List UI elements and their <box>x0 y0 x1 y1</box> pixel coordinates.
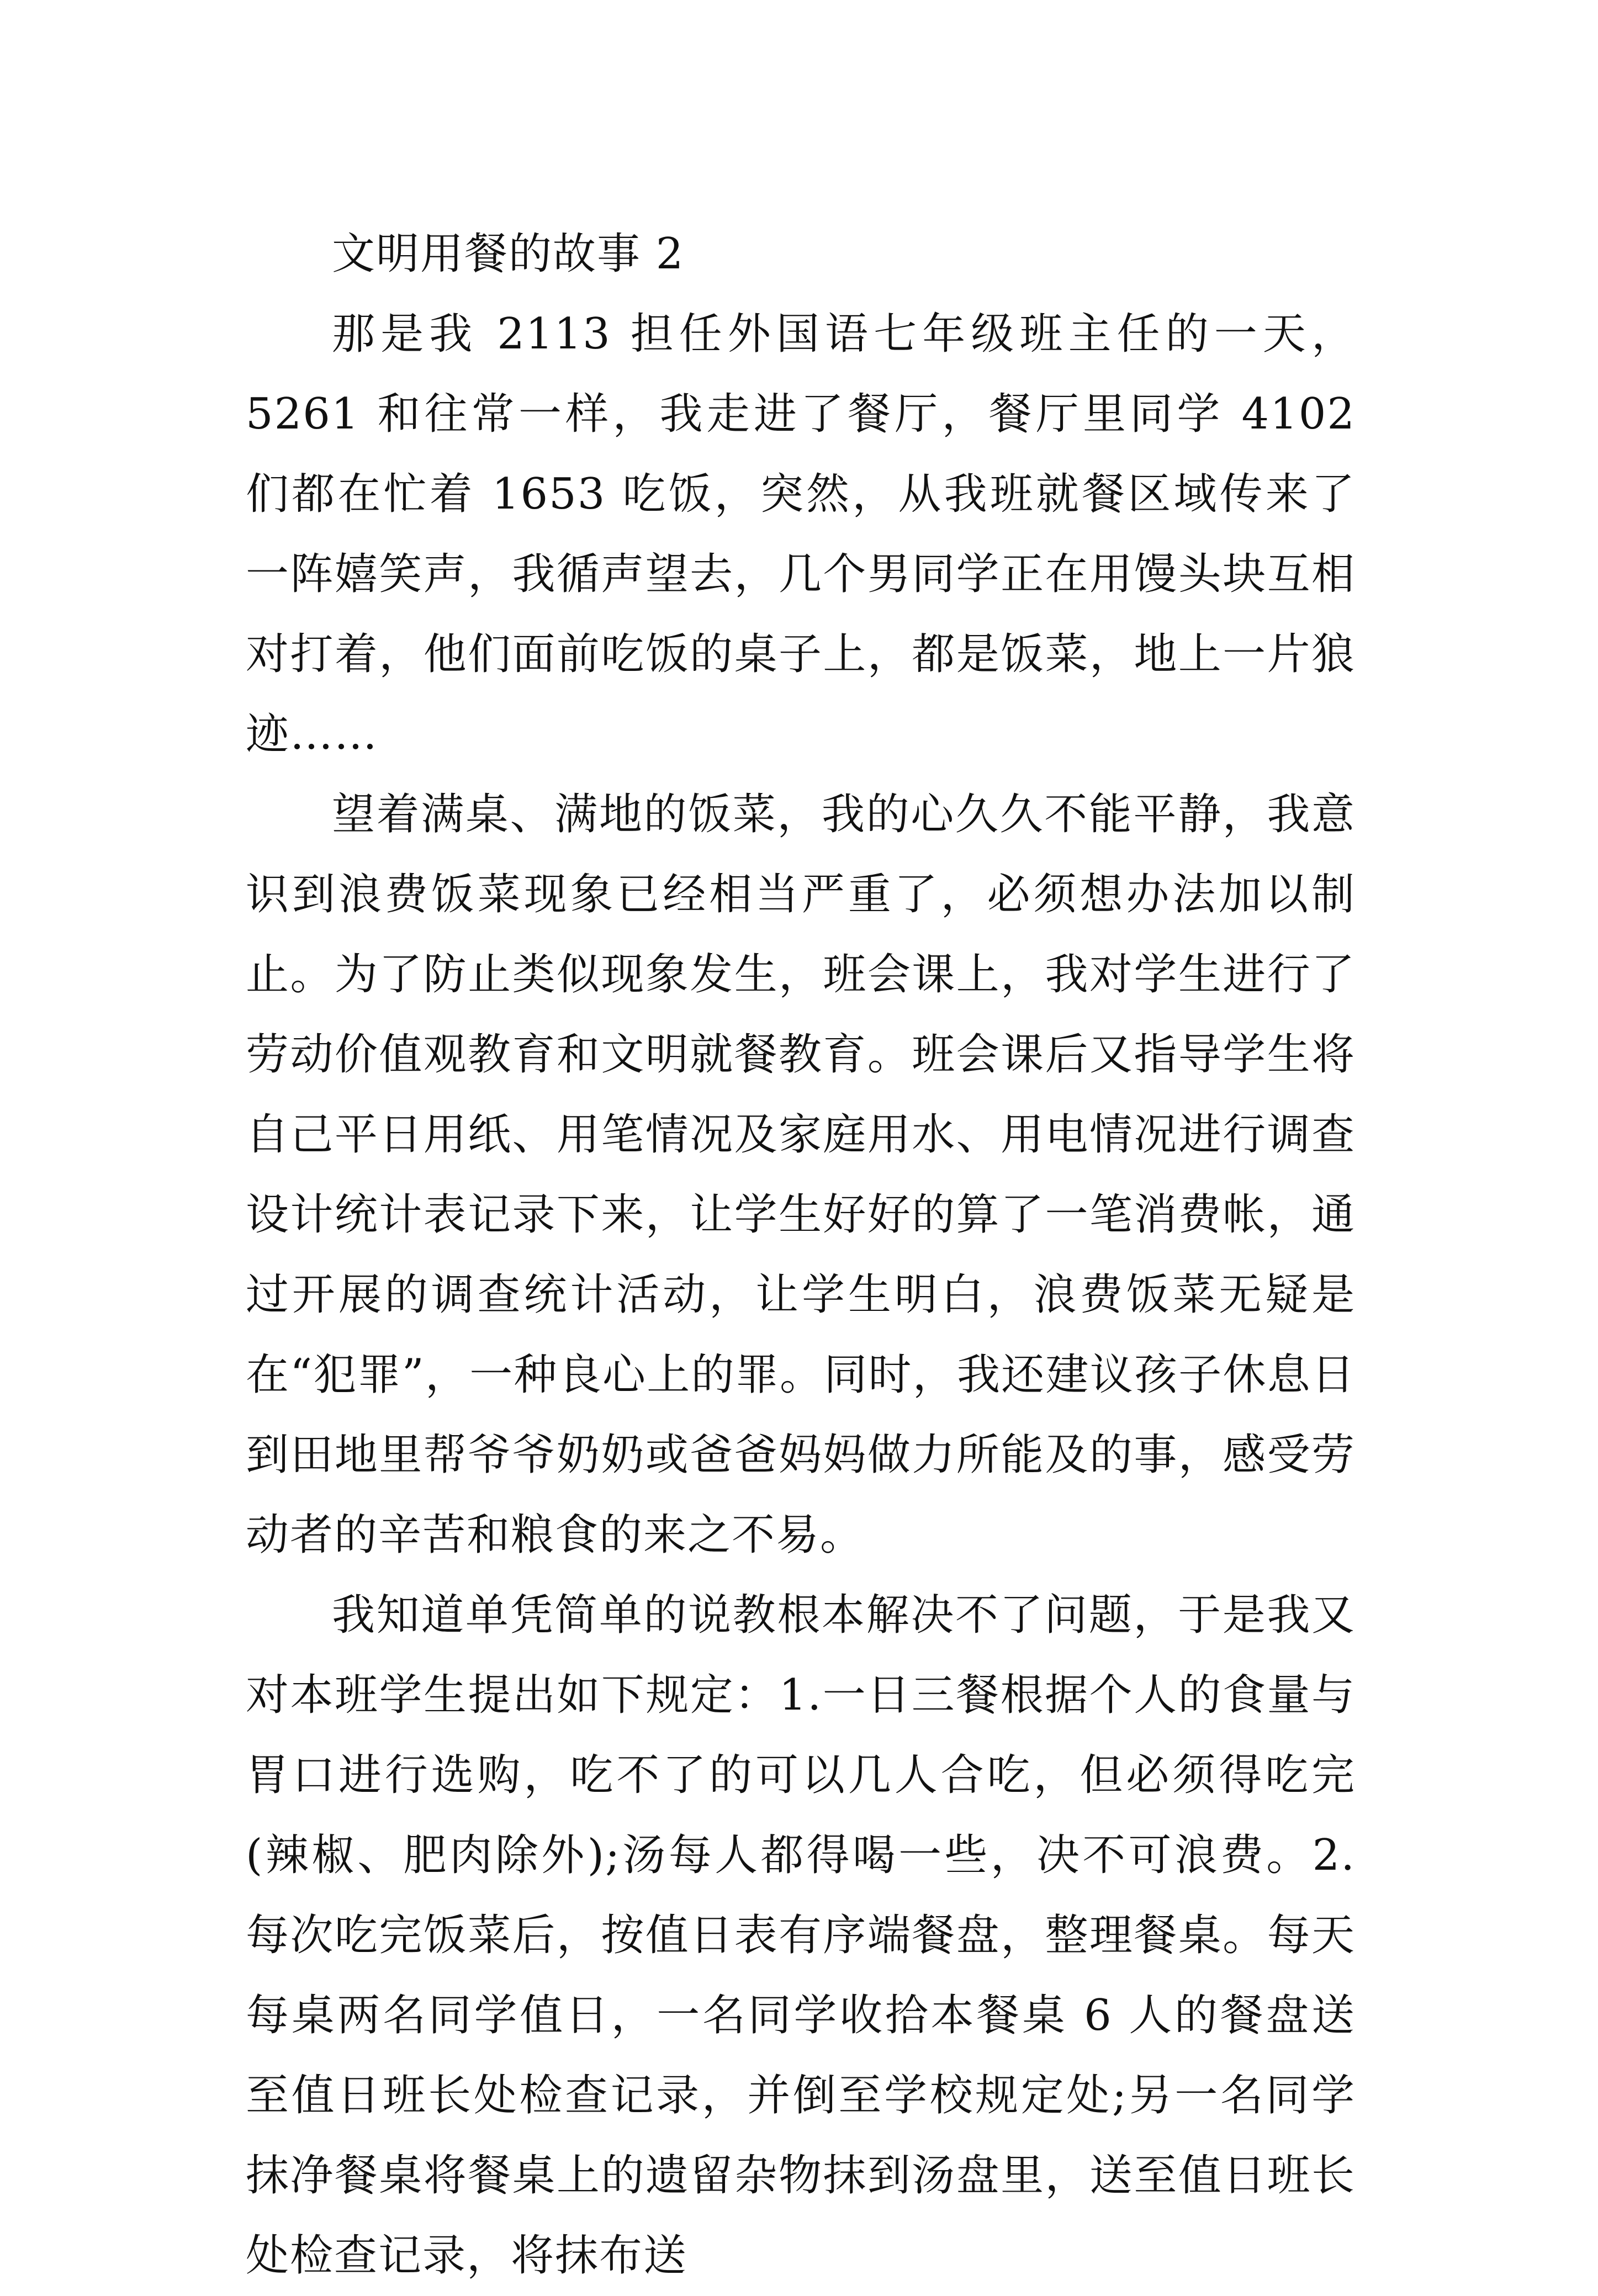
document-body <box>246 214 1356 2296</box>
document-title: 文明用餐的故事 2 <box>332 229 685 279</box>
paragraph-2: 望着满桌、满地的饭菜，我的心久久不能平静，我意识到浪费饭菜现象已经相当严重了，必须想办法加以制止。为了防止类似现象发生，班会课上，我对学生进行了劳动价值观教育和文明就餐教育。班会课后又指导学生将自己平日用纸、用笔情况及家庭用水、用电情况进行调查设计统计表记录下来，让学生好好的算了一笔消费帐，通过开展的调查统计活动，让学生明白，浪费饭菜无疑是在“犯罪”，一种良心上的罪。同时，我还建议孩子休息日到田地里帮爷爷奶奶或爸爸妈妈做力所能及的事，感受劳动者的辛苦和粮食的来之不易。 <box>246 790 1356 1560</box>
paragraph-1: 那是我 2113 担任外国语七年级班主任的一天，5261 和往常一样，我走进了餐厅，餐厅里同学 4102 们都在忙着 1653 吃饭，突然，从我班就餐区域传来了一阵嬉笑声，我循声望去，几个男同学正在用馒头块互相对打着，他们面前吃饭的桌子上，都是饭菜，地上一片狼迹…… <box>246 309 1356 759</box>
paragraph-3: 我知道单凭简单的说教根本解决不了问题，于是我又对本班学生提出如下规定：1.一日三餐根据个人的食量与胃口进行选购，吃不了的可以几人合吃，但必须得吃完(辣椒、肥肉除外);汤每人都得喝一些，决不可浪费。2.每次吃完饭菜后，按值日表有序端餐盘，整理餐桌。每天每桌两名同学值日，一名同学收拾本餐桌 6 人的餐盘送至值日班长处检查记录，并倒至学校规定处;另一名同学抹净餐桌将餐桌上的遗留杂物抹到汤盘里，送至值日班长处检查记录，将抹布送 <box>246 1590 1356 2281</box>
